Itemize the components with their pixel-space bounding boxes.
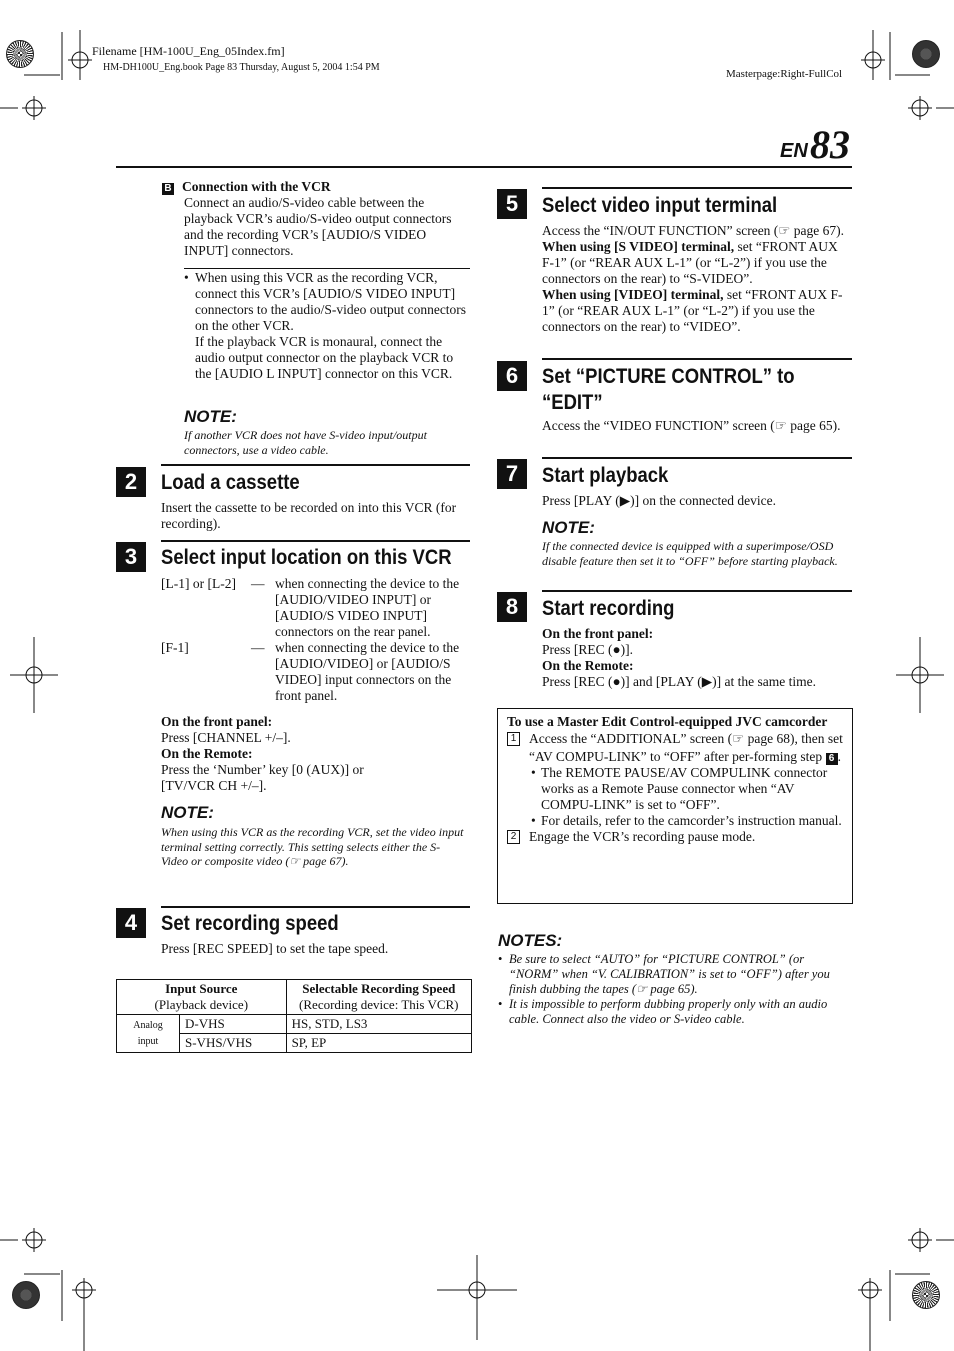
option-text: when connecting the device to the [AUDIO/VIDEO INPUT] or [AUDIO/S VIDEO INPUT] connectors on the rear panel. xyxy=(275,576,460,639)
box-title: To use a Master Edit Control-equipped JVC camcorder xyxy=(507,714,828,729)
step-number: 3 xyxy=(116,542,146,572)
notes-heading: NOTES: xyxy=(498,931,563,950)
option-label: [F-1] xyxy=(161,640,189,655)
box-item-number: 1 xyxy=(507,732,520,746)
camcorder-box-content: To use a Master Edit Control-equipped JVC camcorder 1 Access the “ADDITIONAL” screen (☞ page 68), then set “AV COMPU-LINK” to “OFF” after per-forming step 6 . • The REMOTE PAUSE/AV COMPULINK connector works as a Remote Pause connector when “AV COMPU-LINK” is set to “OFF”. • For details, refer to the camcorder’s instruction manual. 2 Engage the VCR’s recording pause mode. xyxy=(507,714,843,844)
front-panel-label: On the front panel: xyxy=(161,714,273,729)
note-text: If another VCR does not have S-video input/output connectors, use a video cable. xyxy=(184,428,427,457)
step-title: Select input location on this VCR xyxy=(161,546,452,569)
bullet-text-2: If the playback VCR is monaural, connect the audio output connector on the playback VCR to the [AUDIO L INPUT] connector on this VCR. xyxy=(195,334,454,381)
table-group-label: Analog input xyxy=(117,1015,180,1053)
notes-item: It is impossible to perform dubbing properly only with an audio cable. Connect also the video or S-video cable. xyxy=(509,997,828,1026)
front-panel-label: On the front panel: xyxy=(542,626,654,641)
filename-line: Filename [HM-100U_Eng_05Index.fm] xyxy=(92,44,285,58)
remote-label: On the Remote: xyxy=(542,658,634,673)
step-number: 5 xyxy=(497,189,527,219)
step-number: 2 xyxy=(116,467,146,497)
step-rule xyxy=(542,590,852,592)
remote-text: Press the ‘Number’ key [0 (AUX)] or [TV/VCR CH +/–]. xyxy=(161,762,364,793)
header-rule xyxy=(116,166,852,168)
step-number: 7 xyxy=(497,459,527,489)
front-panel-text: Press [REC (●)]. xyxy=(542,642,634,657)
video-label: When using [VIDEO] terminal, xyxy=(542,287,724,302)
table-header: Selectable Recording Speed xyxy=(302,981,456,996)
notes-item: Be sure to select “AUTO” for “PICTURE CONTROL” (or “NORM” when “V. CALIBRATION” is set to “OFF”) after you finish dubbing the tapes (☞ page 65). xyxy=(509,952,830,996)
box-item-text: Engage the VCR’s recording pause mode. xyxy=(529,829,756,844)
option-label: [L-1] or [L-2] xyxy=(161,576,236,591)
section-b xyxy=(162,179,470,259)
recording-speed-table xyxy=(116,979,472,1053)
table-cell: HS, STD, LS3 xyxy=(286,1015,471,1034)
box-item-number: 2 xyxy=(507,830,520,844)
note-heading: NOTE: xyxy=(161,803,214,822)
step-title: Set “PICTURE CONTROL” to “EDIT” xyxy=(542,365,795,414)
step-rule xyxy=(542,187,852,189)
note-text: If the connected device is equipped with a superimpose/OSD disable feature then set it to “OFF” before starting playback. xyxy=(542,539,838,568)
remote-label: On the Remote: xyxy=(161,746,253,761)
step-number: 4 xyxy=(116,908,146,938)
table-cell: SP, EP xyxy=(286,1034,471,1053)
video-text: set “FRONT AUX F-1” (or “REAR AUX L-1” (or “L-2”) if you use the connectors on the rear) to “VIDEO”. xyxy=(542,287,843,334)
step-title: Select video input terminal xyxy=(542,194,778,217)
table-header-sub: (Playback device) xyxy=(154,997,249,1012)
step-text: Access the “VIDEO FUNCTION” screen (☞ page 65). xyxy=(542,418,841,433)
step-title: Start recording xyxy=(542,597,675,620)
step-ref-badge: 6 xyxy=(826,753,838,765)
section-badge: B xyxy=(162,183,174,195)
step-number: 6 xyxy=(497,361,527,391)
step-text: Access the “IN/OUT FUNCTION” screen (☞ page 67). xyxy=(542,223,845,238)
s-video-label: When using [S VIDEO] terminal, xyxy=(542,239,735,254)
step-rule xyxy=(161,540,470,542)
step-rule xyxy=(161,906,470,908)
option-dash: — xyxy=(251,640,265,655)
step-rule xyxy=(542,358,852,360)
front-panel-text: Press [CHANNEL +/–]. xyxy=(161,730,291,745)
section-title: Connection with the VCR xyxy=(182,179,331,194)
notes-list: • Be sure to select “AUTO” for “PICTURE CONTROL” (or “NORM” when “V. CALIBRATION” is set to “OFF”) after you finish dubbing the tapes (☞ page 65). • It is impossible to perform dubbing properly only with an audio cable. Connect also the video or S-video cable. xyxy=(498,952,830,1026)
step-rule xyxy=(161,464,470,466)
masterpage-label: Masterpage:Right-FullCol xyxy=(726,68,843,80)
remote-text: Press [REC (●)] and [PLAY (▶)] at the same time. xyxy=(542,674,816,689)
step-text: Press [REC SPEED] to set the tape speed. xyxy=(161,941,389,956)
section-bullet: • When using this VCR as the recording VCR, connect this VCR’s [AUDIO/S VIDEO INPUT] connectors to the audio/S-video output connectors on the other VCR. If the playback VCR is monaural, connect the audio output connector on the playback VCR to the [AUDIO L INPUT] connector on this VCR. xyxy=(184,270,469,382)
page-lang: EN xyxy=(780,140,808,162)
step-title: Load a cassette xyxy=(161,471,300,494)
box-bullet: The REMOTE PAUSE/AV COMPULINK connector works as a Remote Pause connector when “AV COMPU-LINK” is set to “OFF”. xyxy=(541,765,828,812)
section-divider xyxy=(184,268,470,269)
bullet-text: When using this VCR as the recording VCR, connect this VCR’s [AUDIO/S VIDEO INPUT] connectors to the audio/S-video output connectors on the other VCR. xyxy=(195,270,467,333)
box-bullet: For details, refer to the camcorder’s instruction manual. xyxy=(541,813,842,828)
box-item-end: . xyxy=(837,748,841,764)
step-text: Press [PLAY (▶)] on the connected device. xyxy=(542,493,776,508)
section-text: Connect an audio/S-video cable between the playback VCR’s audio/S-video output connectors and the recording VCR’s [AUDIO/S VIDEO INPUT] connectors. xyxy=(184,195,452,258)
note-text: When using this VCR as the recording VCR, set the video input terminal setting correctly. This setting selects either the S-Video or composite video (☞ page 67). xyxy=(161,825,464,868)
step-text: Insert the cassette to be recorded on into this VCR (for recording). xyxy=(161,500,457,531)
step-rule xyxy=(542,457,852,459)
step-text-block xyxy=(542,223,852,335)
page-number: 83 xyxy=(810,122,850,167)
step-title: Start playback xyxy=(542,464,669,487)
note-heading: NOTE: xyxy=(542,518,595,537)
book-line: HM-DH100U_Eng.book Page 83 Thursday, August 5, 2004 1:54 PM xyxy=(103,62,380,73)
table-header: Input Source xyxy=(165,981,238,996)
s-video-text: set “FRONT AUX F-1” (or “REAR AUX L-1” (or “L-2”) if you use the connectors on the rear) to “S-VIDEO”. xyxy=(542,239,838,286)
step-number: 8 xyxy=(497,592,527,622)
option-text: when connecting the device to the [AUDIO/VIDEO] or [AUDIO/S VIDEO] input connectors on the front panel. xyxy=(275,640,460,703)
table-header-sub: (Recording device: This VCR) xyxy=(299,997,459,1012)
step-text-block xyxy=(542,626,852,690)
table-cell: S-VHS/VHS xyxy=(180,1034,287,1053)
step-title: Set recording speed xyxy=(161,912,339,935)
note-heading: NOTE: xyxy=(184,407,237,426)
option-dash: — xyxy=(251,576,265,591)
box-item-text: Access the “ADDITIONAL” screen (☞ page 68), then set “AV COMPU-LINK” to “OFF” after per-forming step xyxy=(529,731,843,764)
front-panel-block xyxy=(161,714,461,794)
table-cell: D-VHS xyxy=(180,1015,287,1034)
